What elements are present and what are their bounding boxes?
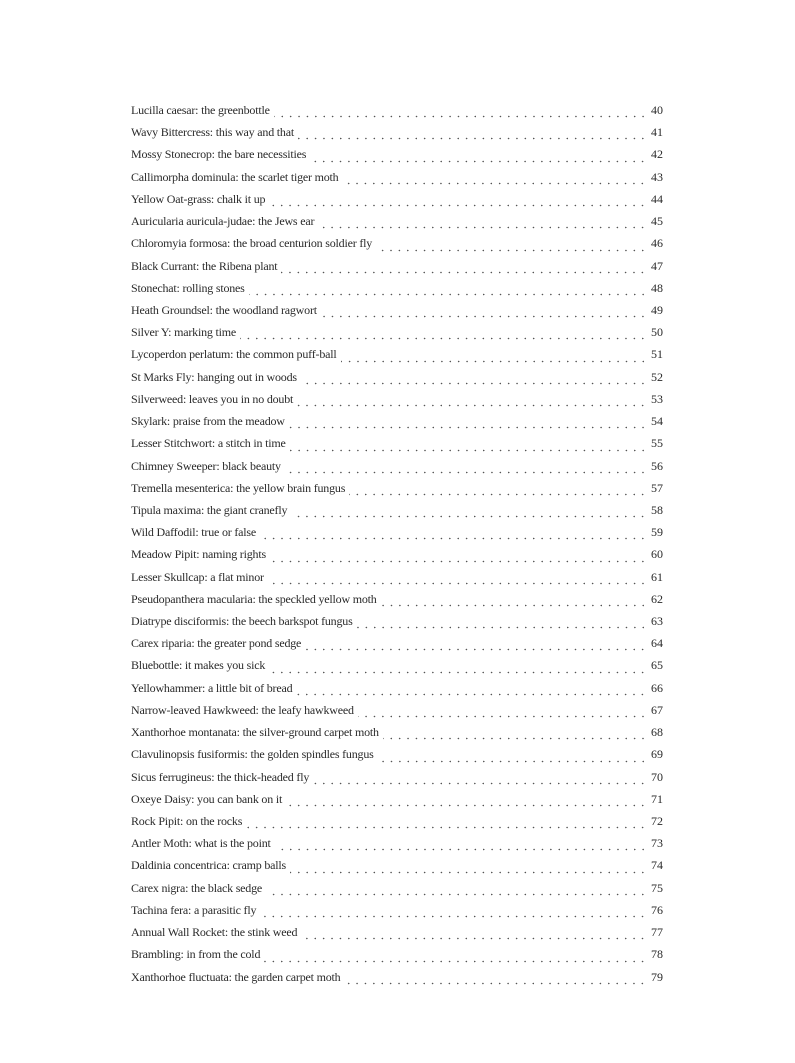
toc-entry-page-number: 75: [651, 880, 663, 895]
toc-entry[interactable]: [131, 856, 663, 878]
toc-entry-title: Chloromyia formosa: the broad centurion soldier fly: [131, 236, 373, 251]
dot-leader: [313, 775, 647, 785]
toc-entry[interactable]: [131, 234, 663, 256]
toc-entry[interactable]: [131, 523, 663, 545]
toc-entry[interactable]: [131, 257, 663, 279]
toc-entry-title: Wavy Bittercress: this way and that: [131, 125, 294, 140]
toc-entry[interactable]: [131, 279, 663, 301]
toc-entry-page-number: 57: [651, 480, 663, 495]
dot-leader: [341, 353, 647, 363]
toc-entry-page-number: 62: [651, 591, 663, 606]
toc-entry-page-number: 46: [651, 236, 663, 251]
toc-entry-page-number: 52: [651, 369, 663, 384]
toc-entry-page-number: 77: [651, 925, 663, 940]
toc-entry[interactable]: [131, 301, 663, 323]
dot-leader: [357, 619, 647, 629]
dot-leader: [296, 686, 647, 696]
toc-entry-title: Tremella mesenterica: the yellow brain fungus: [131, 480, 346, 495]
toc-entry[interactable]: [131, 390, 663, 412]
dot-leader: [264, 953, 647, 963]
toc-entry-title: Daldinia concentrica: cramp balls: [131, 858, 286, 873]
toc-entry-title: Mossy Stonecrop: the bare necessities: [131, 147, 307, 162]
toc-entry-page-number: 76: [651, 902, 663, 917]
toc-entry-title: Tipula maxima: the giant cranefly: [131, 502, 288, 517]
toc-entry-page-number: 55: [651, 436, 663, 451]
toc-entry[interactable]: [131, 901, 663, 923]
toc-entry-page-number: 69: [651, 747, 663, 762]
toc-entry-title: Clavulinopsis fusiformis: the golden spindles fungus: [131, 747, 374, 762]
toc-entry[interactable]: [131, 368, 663, 390]
toc-entry[interactable]: [131, 656, 663, 678]
toc-entry-page-number: 40: [651, 103, 663, 117]
dot-leader: [301, 375, 647, 385]
dot-leader: [268, 575, 647, 585]
toc-entry-page-number: 71: [651, 791, 663, 806]
toc-entry-page-number: 47: [651, 258, 663, 273]
dot-leader: [290, 442, 647, 452]
dot-leader: [376, 242, 647, 252]
toc-entry[interactable]: [131, 790, 663, 812]
dot-leader: [269, 197, 647, 207]
toc-entry[interactable]: [131, 545, 663, 567]
toc-entry-page-number: 60: [651, 547, 663, 562]
toc-entry[interactable]: [131, 412, 663, 434]
toc-entry-title: Diatrype disciformis: the beech barkspot fungus: [131, 614, 353, 629]
dot-leader: [285, 464, 647, 474]
dot-leader: [344, 975, 647, 985]
toc-entry[interactable]: [131, 168, 663, 190]
dot-leader: [297, 397, 647, 407]
toc-entry-page-number: 53: [651, 391, 663, 406]
toc-entry-title: Lesser Skullcap: a flat minor: [131, 569, 264, 584]
dot-leader: [378, 753, 647, 763]
table-of-contents: [131, 101, 663, 990]
toc-entry[interactable]: [131, 101, 663, 123]
toc-entry[interactable]: [131, 501, 663, 523]
toc-entry[interactable]: [131, 479, 663, 501]
dot-leader: [281, 264, 647, 274]
toc-entry-title: Silver Y: marking time: [131, 325, 237, 340]
toc-entry-title: Carex riparia: the greater pond sedge: [131, 636, 302, 651]
toc-entry-title: Oxeye Daisy: you can bank on it: [131, 791, 283, 806]
dot-leader: [383, 730, 647, 740]
dot-leader: [270, 553, 647, 563]
toc-entry-page-number: 63: [651, 614, 663, 629]
dot-leader: [286, 797, 647, 807]
toc-entry-title: Silverweed: leaves you in no doubt: [131, 391, 294, 406]
dot-leader: [266, 886, 647, 896]
dot-leader: [274, 108, 647, 118]
toc-entry-title: Pseudopanthera macularia: the speckled yellow moth: [131, 591, 377, 606]
dot-leader: [301, 930, 647, 940]
toc-entry-page-number: 64: [651, 636, 663, 651]
toc-entry-title: Stonechat: rolling stones: [131, 280, 245, 295]
toc-entry-title: Heath Groundsel: the woodland ragwort: [131, 302, 317, 317]
toc-entry[interactable]: [131, 212, 663, 234]
toc-entry-title: Rock Pipit: on the rocks: [131, 814, 243, 828]
toc-entry-title: Callimorpha dominula: the scarlet tiger moth: [131, 169, 339, 184]
toc-entry-title: Sicus ferrugineus: the thick-headed fly: [131, 769, 310, 784]
dot-leader: [381, 597, 647, 607]
toc-entry-title: Narrow-leaved Hawkweed: the leafy hawkweed: [131, 702, 354, 717]
toc-entry-title: Brambling: in from the cold: [131, 947, 261, 962]
toc-entry[interactable]: [131, 768, 663, 790]
toc-entry[interactable]: [131, 457, 663, 479]
toc-entry[interactable]: [131, 968, 663, 990]
toc-entry-title: Annual Wall Rocket: the stink weed: [131, 925, 298, 940]
dot-leader: [291, 508, 647, 518]
toc-entry[interactable]: [131, 568, 663, 590]
dot-leader: [246, 819, 647, 829]
toc-entry-title: Lesser Stitchwort: a stitch in time: [131, 436, 286, 451]
toc-entry-page-number: 43: [651, 169, 663, 184]
toc-entry-page-number: 56: [651, 458, 663, 473]
dot-leader: [321, 308, 647, 318]
toc-entry-page-number: 66: [651, 680, 663, 695]
toc-entry-title: St Marks Fly: hanging out in woods: [131, 369, 297, 384]
toc-entry-page-number: 67: [651, 702, 663, 717]
toc-entry[interactable]: [131, 745, 663, 767]
dot-leader: [310, 153, 647, 163]
toc-entry[interactable]: [131, 345, 663, 367]
toc-entry[interactable]: [131, 834, 663, 856]
toc-entry-title: Black Currant: the Ribena plant: [131, 258, 278, 273]
toc-entry-page-number: 79: [651, 969, 663, 984]
toc-entry-title: Antler Moth: what is the point: [131, 836, 271, 851]
toc-entry-page-number: 59: [651, 525, 663, 540]
dot-leader: [240, 330, 647, 340]
toc-entry[interactable]: [131, 590, 663, 612]
toc-entry[interactable]: [131, 434, 663, 456]
toc-entry-title: Tachina fera: a parasitic fly: [131, 902, 257, 917]
toc-entry-page-number: 73: [651, 836, 663, 851]
toc-entry-title: Wild Daffodil: true or false: [131, 525, 256, 540]
toc-entry-page-number: 51: [651, 347, 663, 362]
toc-entry-page-number: 54: [651, 414, 663, 429]
toc-entry-title: Xanthorhoe montanata: the silver-ground carpet moth: [131, 725, 379, 740]
toc-entry-page-number: 72: [651, 814, 663, 828]
toc-entry-title: Skylark: praise from the meadow: [131, 414, 285, 429]
dot-leader: [269, 664, 647, 674]
toc-entry[interactable]: [131, 723, 663, 745]
toc-entry-title: Auricularia auricula-judae: the Jews ear: [131, 214, 315, 229]
toc-entry-page-number: 74: [651, 858, 663, 873]
toc-entry-title: Bluebottle: it makes you sick: [131, 658, 266, 673]
toc-entry-title: Lycoperdon perlatum: the common puff-ball: [131, 347, 337, 362]
toc-entry-page-number: 50: [651, 325, 663, 340]
toc-entry-page-number: 61: [651, 569, 663, 584]
toc-entry[interactable]: [131, 634, 663, 656]
toc-entry[interactable]: [131, 679, 663, 701]
toc-entry-page-number: 58: [651, 502, 663, 517]
toc-entry-page-number: 45: [651, 214, 663, 229]
toc-entry[interactable]: [131, 145, 663, 167]
toc-entry-title: Yellow Oat-grass: chalk it up: [131, 191, 266, 206]
toc-entry-page-number: 68: [651, 725, 663, 740]
toc-entry[interactable]: [131, 812, 663, 834]
dot-leader: [298, 130, 647, 140]
toc-entry-page-number: 65: [651, 658, 663, 673]
toc-entry-page-number: 49: [651, 302, 663, 317]
dot-leader: [305, 641, 647, 651]
toc-entry-title: Xanthorhoe fluctuata: the garden carpet moth: [131, 969, 341, 984]
toc-entry-page-number: 70: [651, 769, 663, 784]
dot-leader: [318, 219, 647, 229]
toc-entry[interactable]: [131, 323, 663, 345]
dot-leader: [349, 486, 647, 496]
toc-entry-page-number: 44: [651, 191, 663, 206]
dot-leader: [260, 908, 647, 918]
toc-entry[interactable]: [131, 945, 663, 967]
toc-entry-title: Chimney Sweeper: black beauty: [131, 458, 281, 473]
toc-entry-title: Lucilla caesar: the greenbottle: [131, 103, 270, 117]
toc-entry-title: Meadow Pipit: naming rights: [131, 547, 266, 562]
toc-entry-page-number: 42: [651, 147, 663, 162]
toc-entry[interactable]: [131, 879, 663, 901]
toc-entry-page-number: 41: [651, 125, 663, 140]
toc-entry-page-number: 78: [651, 947, 663, 962]
toc-entry[interactable]: [131, 923, 663, 945]
toc-entry-page-number: 48: [651, 280, 663, 295]
toc-entry[interactable]: [131, 612, 663, 634]
dot-leader: [275, 841, 647, 851]
toc-entry[interactable]: [131, 190, 663, 212]
dot-leader: [249, 286, 647, 296]
toc-entry-title: Yellowhammer: a little bit of bread: [131, 680, 293, 695]
toc-entry-title: Carex nigra: the black sedge: [131, 880, 263, 895]
dot-leader: [260, 530, 647, 540]
dot-leader: [289, 419, 647, 429]
toc-entry[interactable]: [131, 123, 663, 145]
dot-leader: [342, 175, 647, 185]
dot-leader: [290, 864, 647, 874]
dot-leader: [358, 708, 647, 718]
toc-entry[interactable]: [131, 701, 663, 723]
